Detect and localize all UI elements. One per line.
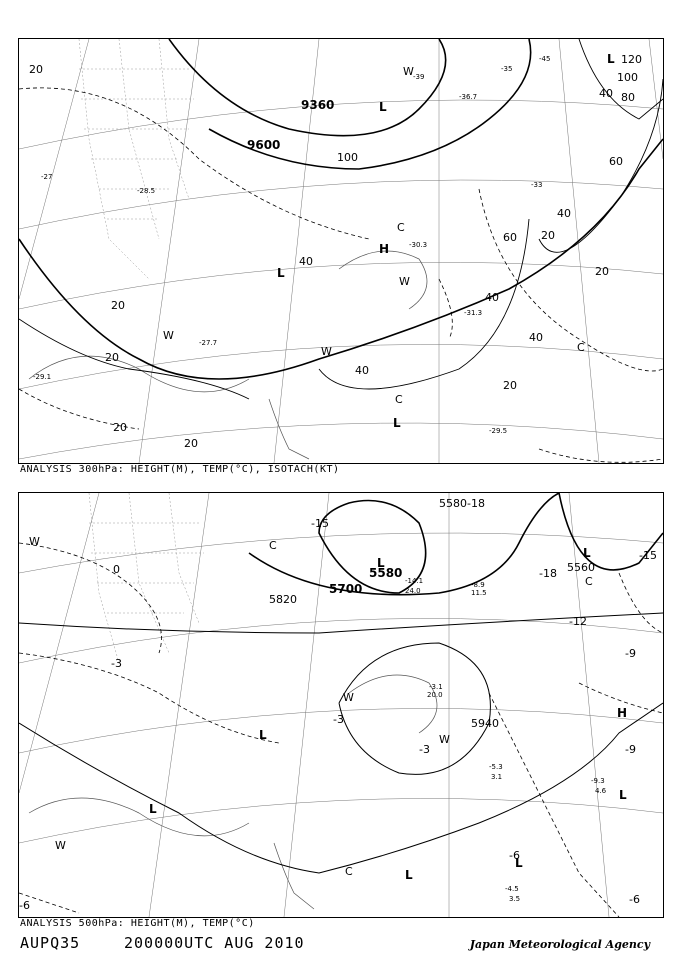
temp-label: -30.3 <box>409 241 428 249</box>
isotach-label: 40 <box>529 331 543 344</box>
temperature-contours <box>19 88 663 462</box>
low-center: L <box>405 868 413 882</box>
temp-label: -45 <box>539 55 551 63</box>
low-center: L <box>583 546 591 560</box>
station-label: -14.1 <box>405 577 424 585</box>
temp-label: -9 <box>625 647 636 660</box>
temp-label: -6 <box>19 899 30 912</box>
height-label: 5820 <box>269 593 297 606</box>
cold-center: C <box>395 393 403 406</box>
isotach-label: 120 <box>621 53 642 66</box>
temp-label: -3 <box>419 743 430 756</box>
isotach-labels <box>29 53 642 450</box>
isotach-label: 20 <box>595 265 609 278</box>
temp-label: -27 <box>41 173 53 181</box>
chart-footer <box>20 934 660 956</box>
isotach-label: 40 <box>557 207 571 220</box>
low-center: L <box>619 788 627 802</box>
high-center: H <box>379 242 390 256</box>
temp-label: -6 <box>629 893 640 906</box>
station-label: 20.0 <box>427 691 443 699</box>
isotach-label: 20 <box>184 437 198 450</box>
isotach-label: 40 <box>485 291 499 304</box>
height-label: 5940 <box>471 717 499 730</box>
station-label: -3.1 <box>429 683 443 691</box>
isotach-label: 20 <box>503 379 517 392</box>
temp-label: -3 <box>111 657 122 670</box>
temp-label: -9 <box>625 743 636 756</box>
temp-label: -27.7 <box>199 339 218 347</box>
height-label: 5580 <box>369 566 403 580</box>
chart-300hpa <box>18 38 664 464</box>
isotach-label: 40 <box>599 87 613 100</box>
map-500hpa <box>19 493 663 917</box>
low-center: L <box>393 416 401 430</box>
temp-label: -36.7 <box>459 93 478 101</box>
low-center: L <box>149 802 157 816</box>
station-label: 11.5 <box>471 589 487 597</box>
temperature-contours <box>19 543 663 917</box>
temp-label: -33 <box>531 181 543 189</box>
low-center: L <box>515 856 523 870</box>
low-center: L <box>607 52 615 66</box>
temperature-labels <box>19 517 657 912</box>
low-center: L <box>379 100 387 114</box>
hatch-region <box>89 493 204 663</box>
isotach-label: 20 <box>29 63 43 76</box>
temp-label: -12 <box>569 615 587 628</box>
isotach-label: 20 <box>105 351 119 364</box>
isotach-label: 100 <box>337 151 358 164</box>
temp-label: -31.3 <box>464 309 483 317</box>
analysis-time: 200000UTC AUG 2010 <box>124 934 305 952</box>
temp-label: -29.5 <box>489 427 508 435</box>
agency-name: Japan Meteorological Agency <box>469 938 650 951</box>
coastline <box>29 675 437 909</box>
temp-label: -29.1 <box>33 373 52 381</box>
isotach-label: 40 <box>355 364 369 377</box>
hatch-region <box>79 39 194 279</box>
station-label: -9.3 <box>591 777 605 785</box>
warm-center: W <box>321 345 332 358</box>
warm-center: W <box>163 329 174 342</box>
isotach-label: 20 <box>113 421 127 434</box>
map-300hpa <box>19 39 663 463</box>
station-label: -4.5 <box>505 885 519 893</box>
graticule <box>19 493 663 917</box>
isotach-label: 20 <box>541 229 555 242</box>
station-label: -5.3 <box>489 763 503 771</box>
station-label: 4.6 <box>595 787 607 795</box>
isotach-label: 100 <box>617 71 638 84</box>
cold-center: C <box>269 539 277 552</box>
warm-center: W <box>29 535 40 548</box>
temp-label: -6 <box>509 849 520 862</box>
temperature-labels <box>33 55 550 435</box>
temp-label: -15 <box>639 549 657 562</box>
high-center: H <box>617 706 628 720</box>
height-label: 5560 <box>567 561 595 574</box>
warm-center: W <box>399 275 410 288</box>
height-label: 5580-18 <box>439 497 485 510</box>
isotach-label: 60 <box>503 231 517 244</box>
caption-300hpa: ANALYSIS 300hPa: HEIGHT(M), TEMP(°C), ISOTACH(KT) <box>20 464 340 475</box>
temp-label: -18 <box>539 567 557 580</box>
temp-label: -39 <box>413 73 425 81</box>
station-label: -8.9 <box>471 581 485 589</box>
station-label: 3.5 <box>509 895 521 903</box>
station-label: 3.1 <box>491 773 503 781</box>
height-label: 9360 <box>301 98 335 112</box>
temp-label: -15 <box>311 517 329 530</box>
cold-center: C <box>577 341 585 354</box>
low-center: L <box>277 266 285 280</box>
low-center: L <box>259 728 267 742</box>
temp-label: 0 <box>113 563 120 576</box>
chart-code: AUPQ35 <box>20 934 81 952</box>
temp-label: -35 <box>501 65 513 73</box>
low-center: L <box>377 556 385 570</box>
temp-label: -28.5 <box>137 187 156 195</box>
height-labels <box>247 98 334 152</box>
warm-center: W <box>403 65 414 78</box>
cold-center: C <box>585 575 593 588</box>
cold-center: C <box>397 221 405 234</box>
cold-center: C <box>345 865 353 878</box>
caption-500hpa: ANALYSIS 500hPa: HEIGHT(M), TEMP(°C) <box>20 918 255 929</box>
height-label: 5700 <box>329 582 363 596</box>
chart-500hpa <box>18 492 664 918</box>
warm-center: W <box>343 691 354 704</box>
station-label: 24.0 <box>405 587 421 595</box>
height-label: 9600 <box>247 138 281 152</box>
temp-label: -3 <box>333 713 344 726</box>
warm-center: W <box>439 733 450 746</box>
isotach-label: 80 <box>621 91 635 104</box>
isotach-label: 20 <box>111 299 125 312</box>
warm-center: W <box>55 839 66 852</box>
isotach-label: 40 <box>299 255 313 268</box>
isotach-label: 60 <box>609 155 623 168</box>
